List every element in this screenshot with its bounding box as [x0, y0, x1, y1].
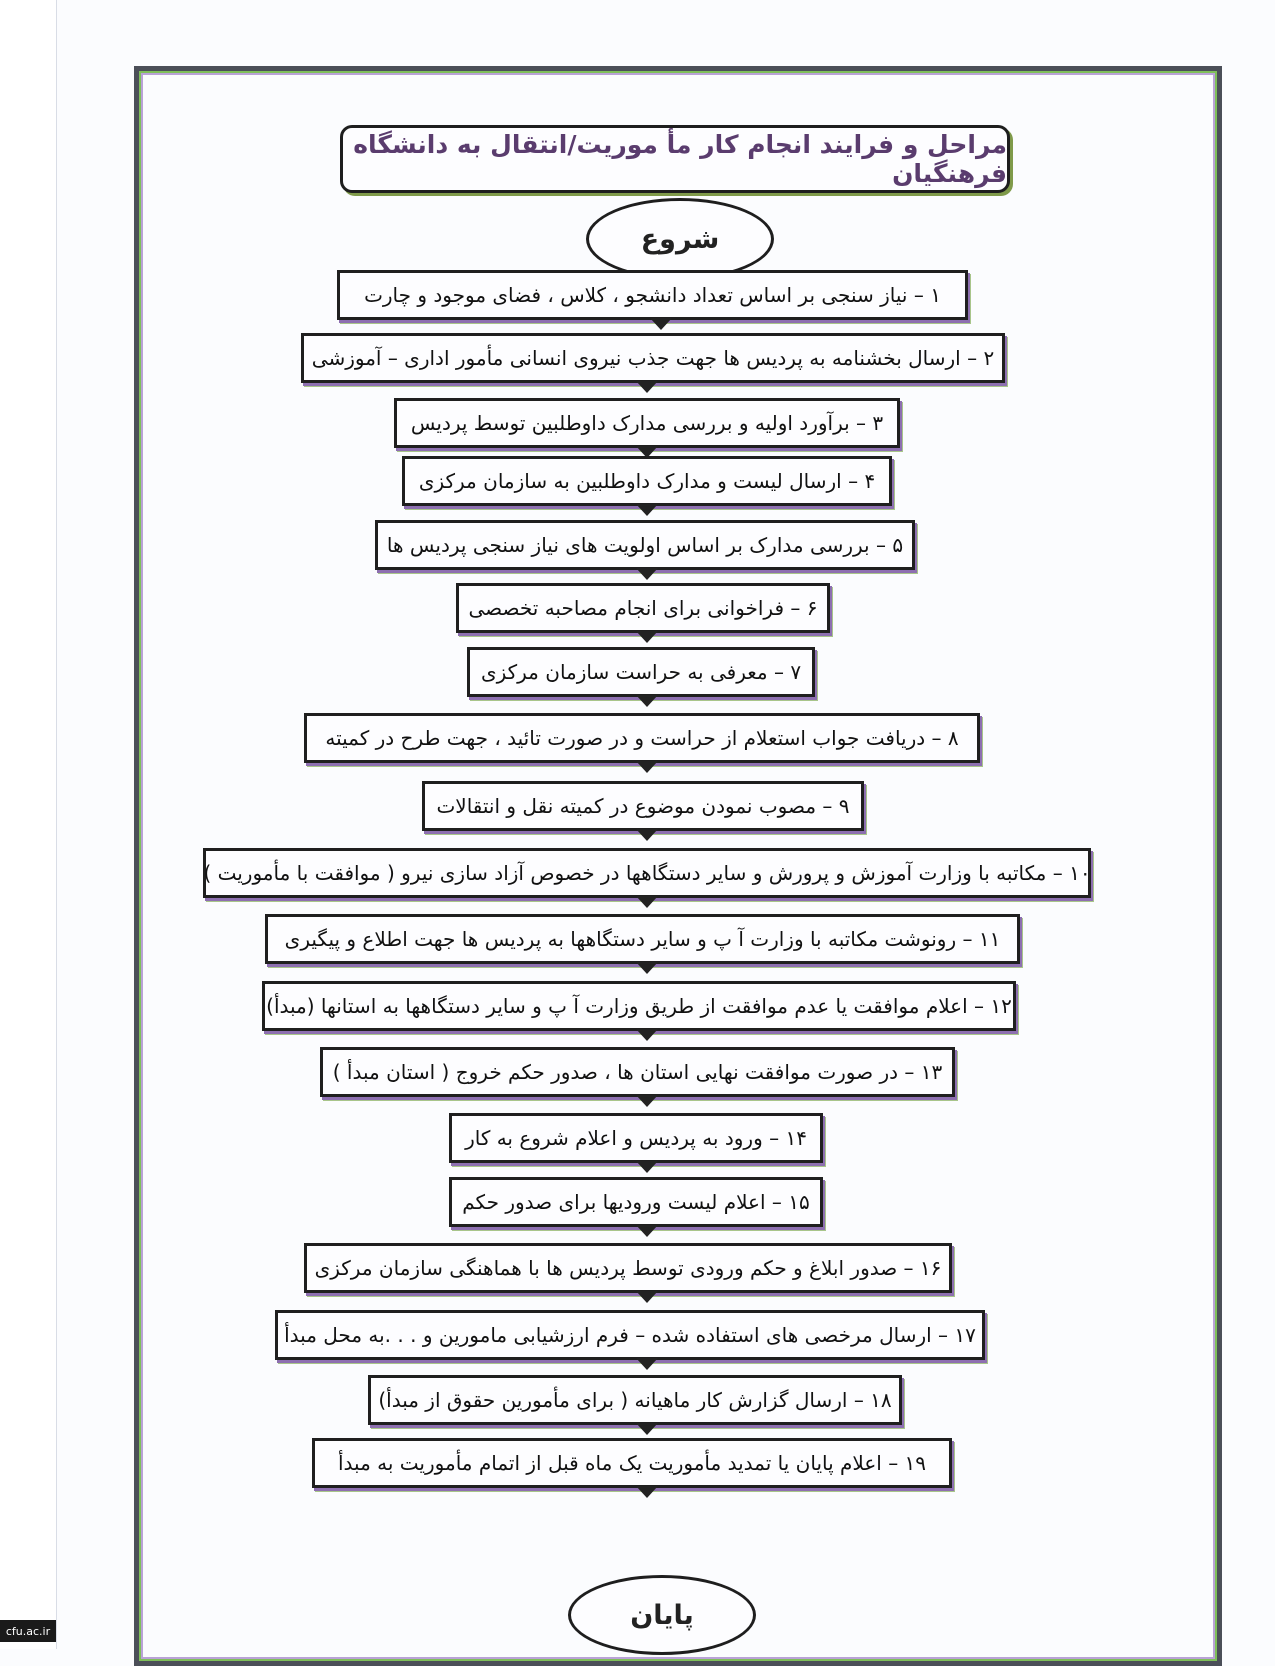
step-13: ۱۳ – در صورت موافقت نهایی استان ها ، صدور حکم خروج ( استان مبدأ ) — [320, 1047, 955, 1097]
arrow-down-icon — [636, 504, 658, 516]
arrow-down-icon — [636, 1486, 658, 1498]
arrow-down-icon — [636, 896, 658, 908]
start-node: شروع — [586, 198, 774, 280]
step-17: ۱۷ – ارسال مرخصی های استفاده شده – فرم ارزشیابی مامورین و . . .به محل مبدأ — [275, 1310, 985, 1360]
step-15: ۱۵ – اعلام لیست ورودیها برای صدور حکم — [449, 1177, 823, 1227]
step-1: ۱ – نیاز سنجی بر اساس تعداد دانشجو ، کلاس ، فضای موجود و چارت — [337, 270, 968, 320]
step-10: ۱۰ – مکاتبه با وزارت آموزش و پرورش و سایر دستگاهها در خصوص آزاد سازی نیرو ( موافقت با مأموریت ) — [203, 848, 1091, 898]
flowchart-title: مراحل و فرایند انجام کار مأ موریت/انتقال به دانشگاه فرهنگیان — [340, 125, 1010, 193]
arrow-down-icon — [636, 1291, 658, 1303]
arrow-down-icon — [636, 381, 658, 393]
step-19: ۱۹ – اعلام پایان یا تمدید مأموریت یک ماه قبل از اتمام مأموریت به مبدأ — [312, 1438, 952, 1488]
arrow-down-icon — [636, 829, 658, 841]
arrow-down-icon — [636, 1029, 658, 1041]
step-3: ۳ – برآورد اولیه و بررسی مدارک داوطلبین توسط پردیس — [394, 398, 900, 448]
step-6: ۶ – فراخوانی برای انجام مصاحبه تخصصی — [456, 583, 830, 633]
arrow-down-icon — [636, 1358, 658, 1370]
arrow-down-icon — [636, 695, 658, 707]
end-node: پایان — [568, 1575, 756, 1655]
arrow-down-icon — [650, 318, 672, 330]
arrow-down-icon — [636, 962, 658, 974]
step-12: ۱۲ – اعلام موافقت یا عدم موافقت از طریق وزارت آ پ و سایر دستگاهها به استانها (مبدأ) — [262, 981, 1016, 1031]
step-16: ۱۶ – صدور ابلاغ و حکم ورودی توسط پردیس ها با هماهنگی سازمان مرکزی — [304, 1243, 952, 1293]
step-4: ۴ – ارسال لیست و مدارک داوطلبین به سازمان مرکزی — [402, 456, 892, 506]
step-7: ۷ – معرفی به حراست سازمان مرکزی — [467, 647, 815, 697]
page-margin — [0, 0, 57, 1649]
step-9: ۹ – مصوب نمودن موضوع در کمیته نقل و انتقالات — [422, 781, 864, 831]
step-8: ۸ – دریافت جواب استعلام از حراست و در صورت تائید ، جهت طرح در کمیته — [304, 713, 980, 763]
site-watermark: cfu.ac.ir — [0, 1620, 56, 1642]
arrow-down-icon — [636, 568, 658, 580]
arrow-down-icon — [636, 1161, 658, 1173]
step-2: ۲ – ارسال بخشنامه به پردیس ها جهت جذب نیروی انسانی مأمور اداری – آموزشی — [301, 333, 1005, 383]
step-18: ۱۸ – ارسال گزارش کار ماهیانه ( برای مأمورین حقوق از مبدأ) — [368, 1375, 902, 1425]
arrow-down-icon — [636, 761, 658, 773]
step-11: ۱۱ – رونوشت مکاتبه با وزارت آ پ و سایر دستگاهها به پردیس ها جهت اطلاع و پیگیری — [265, 914, 1020, 964]
arrow-down-icon — [636, 1095, 658, 1107]
arrow-down-icon — [636, 1225, 658, 1237]
step-14: ۱۴ – ورود به پردیس و اعلام شروع به کار — [449, 1113, 823, 1163]
arrow-down-icon — [636, 1423, 658, 1435]
arrow-down-icon — [636, 631, 658, 643]
step-5: ۵ – بررسی مدارک بر اساس اولویت های نیاز سنجی پردیس ها — [375, 520, 915, 570]
